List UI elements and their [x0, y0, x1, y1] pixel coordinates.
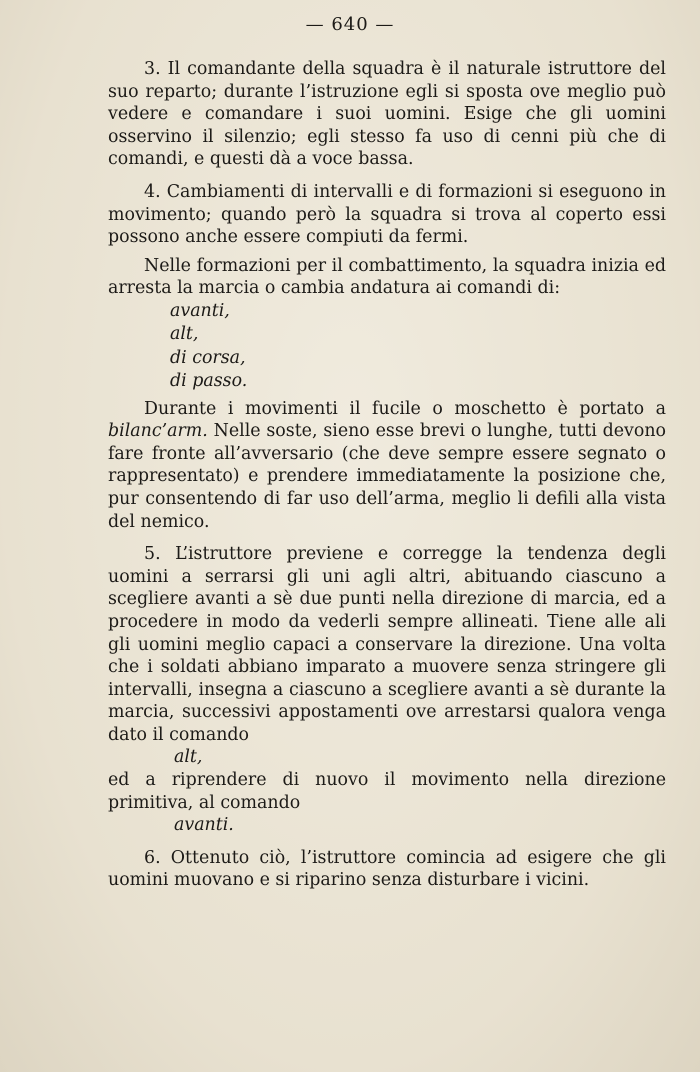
bilancarm-term: bilanc’arm.	[108, 421, 208, 442]
paragraph-5: 5. L’istruttore previene e corregge la tendenza degli uomini a serrarsi gli uni agli altri, abituando ciascuno a scegliere avanti a sè due punti nella direzione di marcia, ed a procedere in modo da vederli sempre allineati. Tiene alle ali gli uomini meglio capaci a conservare la direzione. Una volta che i soldati abbiano imparato a muovere senza stringere gli intervalli, insegna a ciascuno a scegliere avanti a sè durante la marcia, successivi appostamenti ove arrestarsi qualora venga dato il comando	[108, 544, 666, 745]
movement-text-post: Nelle soste, sieno esse brevi o lunghe, tutti devono fare fronte all’avversario (che deve sempre essere segnato o rappresentato) e prendere immediatamente la posizione che, pur consentendo di far uso dell’arma, meglio li defili alla vista del nemico.	[108, 421, 666, 532]
paragraph-5-resume: ed a riprendere di nuovo il movimento nella direzione primitiva, al comando	[108, 770, 666, 813]
command-avanti: avanti.	[174, 815, 234, 836]
movement-text-pre: Durante i movimenti il fucile o moschetto è portato a	[144, 398, 666, 419]
command-item: alt,	[170, 324, 199, 345]
command-item: di passo.	[170, 371, 248, 392]
paragraph-4: 4. Cambiamenti di intervalli e di formazioni si eseguono in movimento; quando però la squadra si trova al coperto essi possono anche essere compiuti da fermi.	[108, 181, 666, 248]
command-item: di corsa,	[170, 347, 246, 368]
page-number: — 640 —	[305, 14, 395, 35]
command-item: avanti,	[170, 300, 230, 321]
paragraph-4-combat: Nelle formazioni per il combattimento, la squadra inizia ed arresta la marcia o cambia andatura ai comandi di:	[108, 255, 666, 299]
paragraph-6: 6. Ottenuto ciò, l’istruttore comincia ad esigere che gli uomini muovano e si riparino senza disturbare i vicini.	[108, 847, 666, 891]
paragraph-3: 3. Il comandante della squadra è il naturale istruttore del suo reparto; durante l’istruzione egli si sposta ove meglio può vedere e comandare i suoi uomini. Esige che gli uomini osservino il silenzio; egli stesso fa uso di cenni più che di comandi, e questi dà a voce bassa.	[108, 59, 666, 170]
command-alt: alt,	[174, 747, 203, 768]
paragraph-4-movement	[108, 398, 666, 534]
body-text	[108, 58, 666, 892]
command-list	[170, 300, 666, 394]
